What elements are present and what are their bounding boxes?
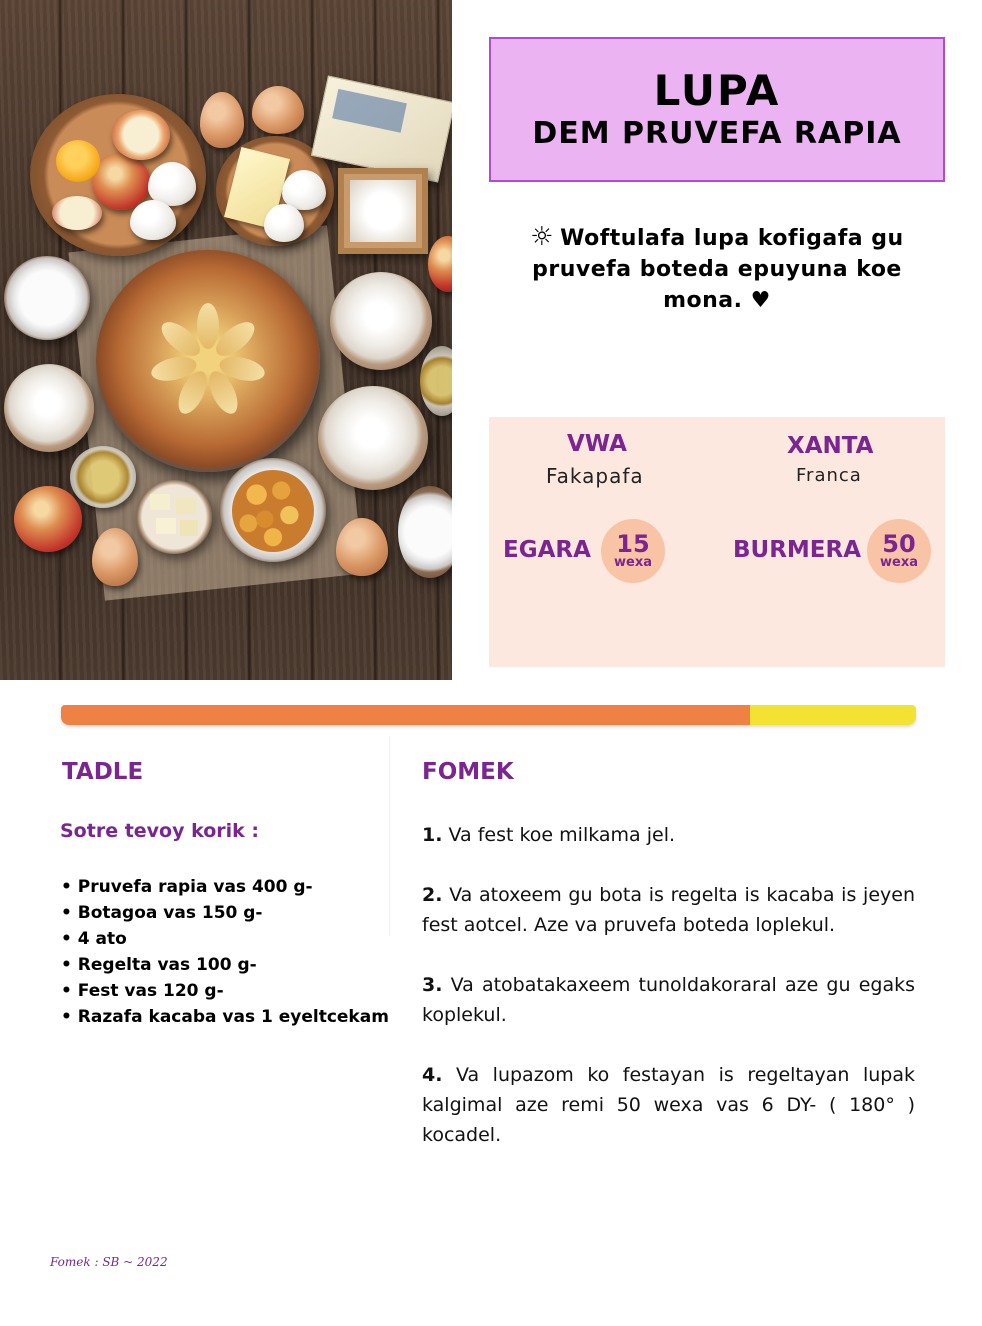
ingredient-item: • Botagoa vas 150 g-	[61, 900, 389, 926]
white-egg	[130, 200, 176, 240]
ingredient-item: • Regelta vas 100 g-	[61, 952, 389, 978]
color-progress-bar	[61, 705, 916, 725]
apple	[92, 154, 150, 210]
method-step	[422, 880, 915, 940]
ingredients-subheading: Sotre tevoy korik :	[60, 820, 260, 842]
method-heading: FOMEK	[422, 759, 514, 785]
apple	[428, 236, 452, 292]
flour-bowl	[318, 386, 428, 490]
flour-bowl	[4, 364, 94, 452]
brown-egg	[200, 92, 244, 148]
butter-cubes	[150, 494, 200, 538]
sun-icon: ☼	[530, 222, 555, 252]
vwa-value: Fakapafa	[546, 464, 644, 488]
step-number: 2.	[422, 884, 443, 906]
ingredient-item: • Pruvefa rapia vas 400 g-	[61, 874, 389, 900]
step-number: 4.	[422, 1064, 443, 1086]
recipe-title: LUPA	[653, 65, 781, 115]
step-text: Va atoxeem gu bota is regelta is kacaba is jeyen fest aotcel. Aze va pruvefa boteda loplekul.	[422, 884, 915, 936]
apple-cake	[96, 250, 320, 472]
step-number: 3.	[422, 974, 443, 996]
bake-time-number: 50	[882, 530, 916, 558]
ingredients-heading: TADLE	[62, 759, 144, 785]
white-egg	[264, 204, 304, 242]
tagline-text: Woftulafa lupa kofigafa gu pruvefa boteda epuyuna koe mona. ♥	[532, 226, 904, 313]
tagline	[500, 222, 934, 316]
xanta-label: XANTA	[787, 433, 874, 459]
step-text: Va fest koe milkama jel.	[448, 824, 676, 846]
yolk	[56, 140, 100, 182]
sugar-bowl	[4, 256, 90, 340]
oil-glass	[420, 346, 452, 416]
butter-package	[311, 75, 452, 182]
ingredient-item: • Razafa kacaba vas 1 eyeltcekam	[61, 1004, 389, 1030]
egara-label: EGARA	[503, 537, 591, 563]
ingredient-item: • 4 ato	[61, 926, 389, 952]
burmera-label: BURMERA	[733, 537, 862, 563]
apple	[14, 486, 82, 552]
oil-glass	[70, 446, 136, 508]
recipe-subtitle: DEM PRUVEFA RAPIA	[532, 116, 902, 152]
apple-slice	[52, 196, 102, 230]
method-step	[422, 820, 915, 850]
brown-egg	[92, 528, 138, 586]
bake-time-badge	[867, 519, 931, 583]
step-number: 1.	[422, 824, 443, 846]
prep-time-unit: wexa	[614, 555, 652, 570]
step-text: Va lupazom ko festayan is regeltayan lupak kalgimal aze remi 50 wexa vas 6 DY- ( 180° ) kocadel.	[422, 1064, 915, 1146]
ingredients-list	[61, 874, 389, 1030]
prep-time-number: 15	[616, 530, 650, 558]
vwa-label: VWA	[567, 431, 627, 457]
bake-time-unit: wexa	[880, 555, 918, 570]
brown-egg	[252, 86, 304, 134]
diced-apples	[232, 470, 314, 552]
info-panel	[489, 417, 945, 667]
brown-egg	[336, 518, 388, 576]
xanta-value: Franca	[796, 465, 862, 486]
method-step	[422, 1060, 915, 1150]
column-divider	[389, 736, 390, 936]
sugar-box	[338, 168, 428, 254]
footer-credit: Fomek : SB ~ 2022	[50, 1255, 168, 1269]
sugar-bowl	[398, 486, 452, 578]
step-text: Va atobatakaxeem tunoldakoraral aze gu egaks koplekul.	[422, 974, 915, 1026]
apple-half	[112, 110, 170, 160]
ingredient-item: • Fest vas 120 g-	[61, 978, 389, 1004]
prep-time-badge	[601, 519, 665, 583]
title-box	[489, 37, 945, 182]
method-step	[422, 970, 915, 1030]
recipe-photo	[0, 0, 452, 680]
method-steps	[422, 820, 915, 1180]
flour-bowl	[330, 272, 432, 370]
